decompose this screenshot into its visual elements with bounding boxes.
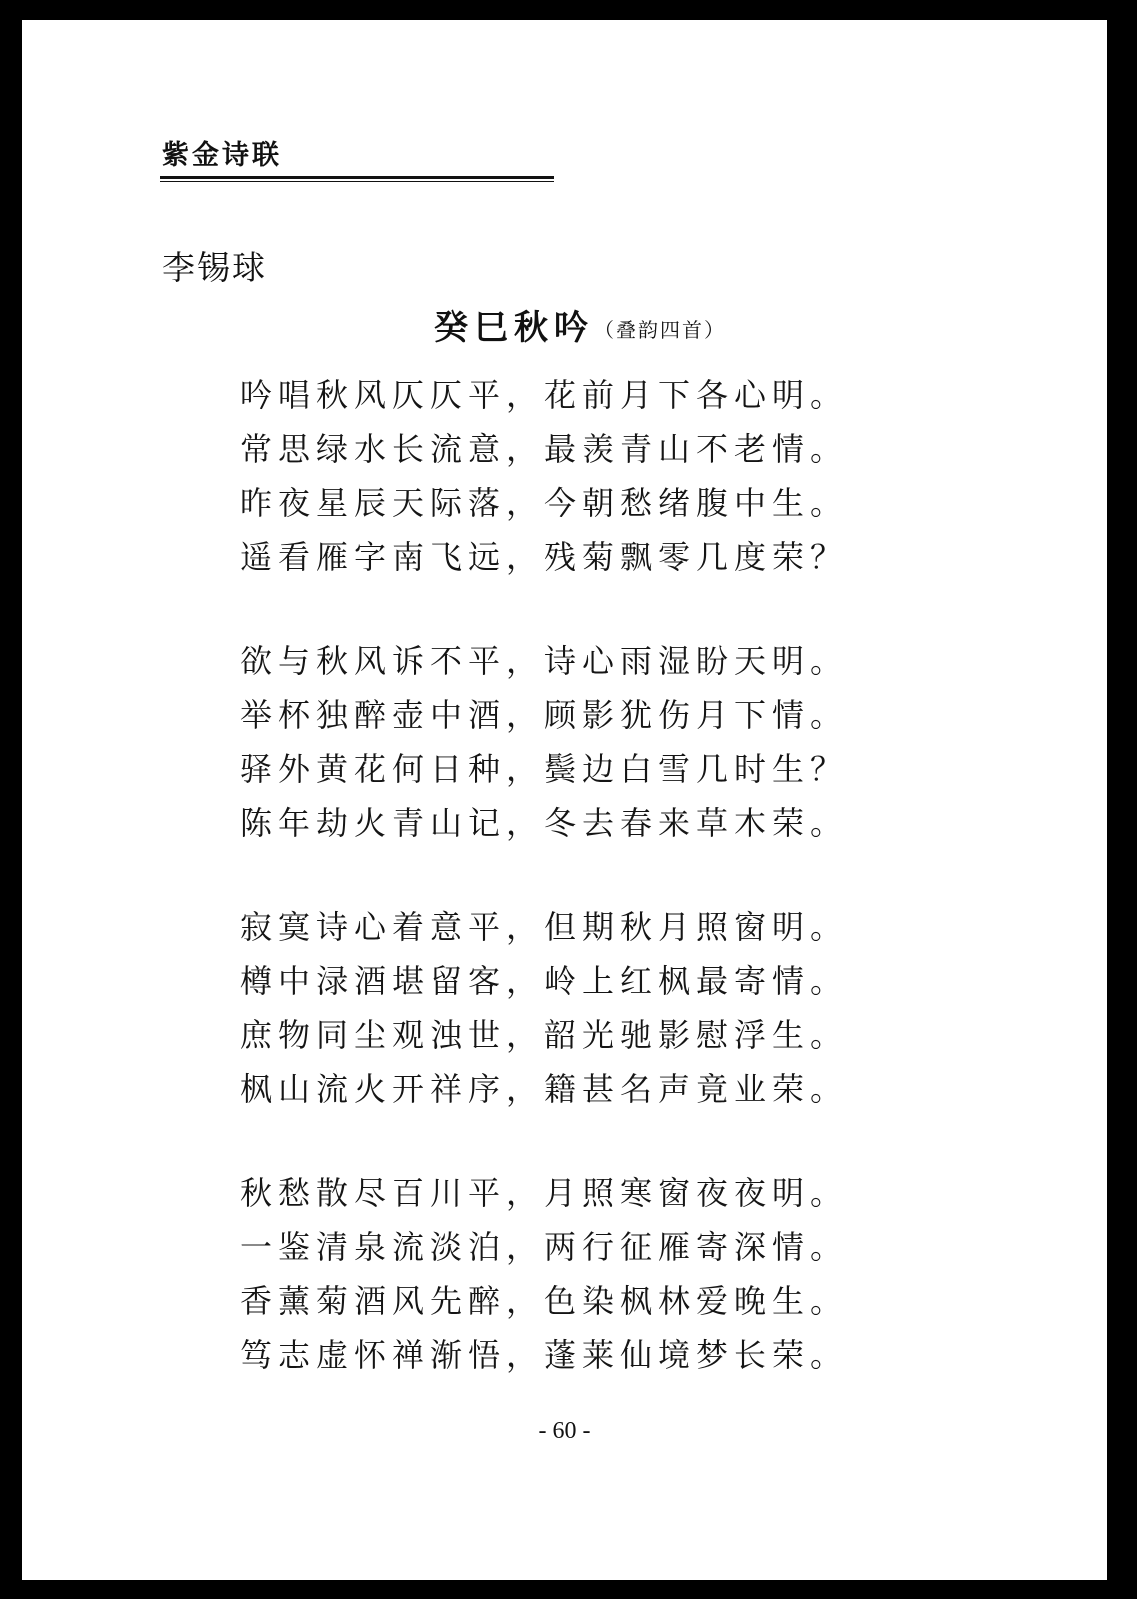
- poem-line: 欲与秋风诉不平，诗心雨湿盼天明。: [240, 642, 849, 680]
- poem-line: 笃志虚怀禅渐悟，蓬莱仙境梦长荣。: [240, 1336, 849, 1374]
- running-header: [160, 138, 560, 182]
- poem-title-row: [434, 300, 726, 349]
- header-rule: [160, 176, 554, 179]
- poem-line: 樽中渌酒堪留客，岭上红枫最寄情。: [240, 962, 849, 1000]
- poem-body: [240, 368, 860, 1382]
- stanza-3: [240, 900, 860, 1116]
- poem-line: 举杯独醉壶中酒，顾影犹伤月下情。: [240, 696, 849, 734]
- poem-line: 寂寞诗心着意平，但期秋月照窗明。: [240, 908, 849, 946]
- stanza-2: [240, 634, 860, 850]
- header-rule-thin: [160, 181, 554, 182]
- poem-line: 吟唱秋风仄仄平，花前月下各心明。: [240, 376, 849, 414]
- poem-line: 秋愁散尽百川平，月照寒窗夜夜明。: [240, 1174, 849, 1212]
- poem-subtitle: （叠韵四首）: [594, 318, 726, 342]
- poem-line: 枫山流火开祥序，籍甚名声竟业荣。: [240, 1070, 849, 1108]
- poem-line: 一鉴清泉流淡泊，两行征雁寄深情。: [240, 1228, 849, 1266]
- stanza-4: [240, 1166, 860, 1382]
- poem-line: 陈年劫火青山记，冬去春来草木荣。: [240, 804, 849, 842]
- document-page: [22, 20, 1107, 1580]
- header-title: 紫金诗联: [162, 140, 282, 171]
- stanza-1: [240, 368, 860, 584]
- poem-line: 庶物同尘观浊世，韶光驰影慰浮生。: [240, 1016, 849, 1054]
- poem-line: 驿外黄花何日种，鬓边白雪几时生？: [240, 750, 849, 788]
- author-name: 李锡球: [162, 248, 267, 287]
- page-number: - 60 -: [538, 1418, 591, 1444]
- poem-line: 昨夜星辰天际落，今朝愁绪腹中生。: [240, 484, 849, 522]
- poem-title: 癸巳秋吟: [434, 308, 594, 348]
- poem-line: 香薰菊酒风先醉，色染枫林爱晚生。: [240, 1282, 849, 1320]
- poem-line: 常思绿水长流意，最羡青山不老情。: [240, 430, 849, 468]
- poem-line: 遥看雁字南飞远，残菊飘零几度荣？: [240, 538, 849, 576]
